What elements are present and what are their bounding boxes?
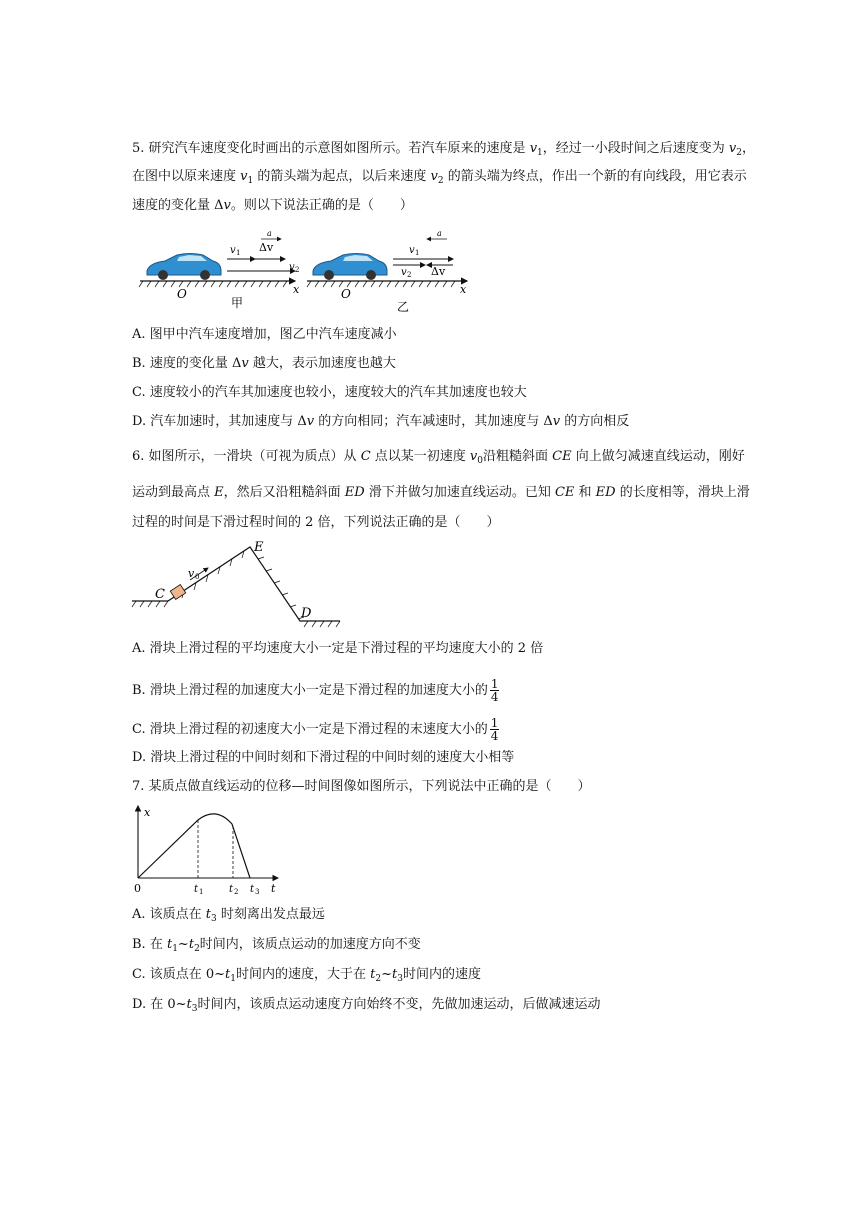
frac-num: 1 — [490, 716, 499, 730]
option-text: C. 速度较小的汽车其加速度也较小，速度较大的汽车其加速度也较大 — [132, 385, 527, 400]
label-t: t — [271, 882, 276, 895]
label-v2: v — [289, 262, 295, 273]
t-symbol: t — [188, 937, 195, 952]
q6-figure — [128, 535, 343, 633]
q6-stem-line2 — [132, 484, 750, 502]
q7-number: 7. — [132, 779, 145, 794]
sub: 1 — [199, 888, 204, 896]
label-dv: Δv — [431, 265, 446, 278]
option-text: A. 该质点在 — [132, 907, 206, 922]
sub: 2 — [407, 271, 412, 279]
label-v2: v — [401, 267, 407, 278]
label-C: C — [155, 587, 165, 602]
label-a: a — [267, 229, 272, 238]
sub: 1 — [230, 974, 237, 984]
q7-stem — [132, 778, 591, 796]
label-x: x — [460, 283, 467, 296]
t-symbol: t — [225, 967, 231, 982]
q5-number: 5. — [132, 141, 145, 156]
q6-number: 6. — [132, 449, 145, 464]
q5-stem-line3 — [132, 197, 413, 215]
q6-stem-line1 — [132, 448, 745, 470]
q6-text: 的长度相等，滑块上滑 — [615, 485, 750, 500]
q6-text: 和 — [574, 485, 596, 500]
q6-text: ，然后又沿粗糙斜面 — [223, 485, 345, 500]
label-O: O — [177, 287, 187, 301]
q6-text: 沿粗糙斜面 — [483, 449, 553, 464]
t-symbol: t — [370, 967, 376, 982]
car-icon — [313, 254, 387, 281]
label-dv: Δv — [259, 241, 274, 254]
option-text: B. 速度的变化量 Δ — [132, 356, 242, 371]
v2-symbol: v — [430, 169, 438, 184]
q6-option-a — [132, 640, 543, 658]
v-symbol: v — [306, 414, 315, 429]
q7-xt-graph — [130, 802, 290, 900]
segment-CE: CE — [552, 449, 572, 464]
option-text: A. 滑块上滑过程的平均速度大小一定是下滑过程的平均速度大小的 2 倍 — [132, 641, 544, 656]
v1-symbol: v — [240, 169, 248, 184]
sub: 2 — [736, 148, 743, 158]
q6-text: 如图所示，一滑块（可视为质点）从 — [148, 449, 361, 464]
frac-den: 4 — [490, 729, 499, 743]
v-symbol: v — [223, 198, 231, 213]
sub: 1 — [236, 249, 241, 257]
q6-stem-line3 — [132, 514, 500, 532]
frac-den: 4 — [490, 690, 499, 704]
t-symbol: t — [392, 967, 398, 982]
label-D: D — [301, 606, 312, 621]
sub: 3 — [211, 914, 217, 924]
q5-text: 速度的变化量 Δ — [132, 198, 224, 213]
label-E: E — [254, 540, 264, 555]
q5-text: 在图中以原来速度 — [132, 169, 241, 184]
v2-symbol: v — [728, 141, 737, 156]
point-C: C — [360, 449, 371, 464]
v1-symbol: v — [529, 141, 538, 156]
option-text: D. 汽车加速时，其加速度与 Δ — [132, 414, 307, 429]
t-symbol: t — [166, 937, 173, 952]
option-text: C. 滑块上滑过程的初速度大小一定是下滑过程的末速度大小的 — [132, 722, 488, 737]
option-text: 时间内的速度 — [403, 967, 482, 982]
v-symbol: v — [552, 414, 561, 429]
car-icon — [147, 254, 221, 281]
slider-block — [170, 585, 186, 600]
label-v1: v — [409, 245, 415, 256]
sub: 3 — [191, 1004, 198, 1014]
q5-figure — [135, 225, 475, 315]
q5-text: 的箭头端为起点，以后来速度 — [253, 169, 431, 184]
caption-yi: 乙 — [397, 300, 410, 314]
option-text: D. 滑块上滑过程的中间时刻和下滑过程的中间时刻的速度大小相等 — [132, 750, 515, 765]
q6-text: 滑下并做匀加速直线运动。已知 — [364, 485, 555, 500]
option-text: 越大，表示加速度也越大 — [248, 356, 396, 371]
q5-option-a — [132, 326, 397, 344]
option-text: A. 图甲中汽车速度增加，图乙中汽车速度减小 — [132, 327, 397, 342]
q6-text: 点以某一初速度 — [370, 449, 470, 464]
sub: 2 — [194, 944, 200, 954]
label-t3: t — [250, 884, 255, 895]
sub: 3 — [397, 974, 403, 984]
label-t2: t — [229, 884, 234, 895]
option-text: ~ — [177, 937, 189, 952]
segment-CE: CE — [554, 485, 575, 500]
option-text: C. 该质点在 0~ — [132, 967, 226, 982]
option-text: B. 滑块上滑过程的加速度大小一定是下滑过程的加速度大小的 — [132, 683, 488, 698]
q5-stem-line2 — [132, 168, 747, 190]
sub: 3 — [255, 888, 260, 896]
q7-option-a — [132, 906, 325, 928]
q5-text: 研究汽车速度变化时画出的示意图如图所示。若汽车原来的速度是 — [148, 141, 530, 156]
sub: 1 — [415, 249, 420, 257]
sub: 0 — [195, 573, 200, 581]
frac-num: 1 — [490, 677, 499, 691]
option-text: B. 在 — [132, 937, 167, 952]
sub: 2 — [437, 176, 444, 186]
option-text: ~ — [381, 967, 393, 982]
q6-option-c — [132, 717, 499, 742]
q6-option-d — [132, 749, 514, 767]
option-text: D. 在 0~ — [132, 997, 187, 1012]
fraction — [490, 717, 500, 742]
sub: 1 — [247, 176, 254, 186]
q7-text: 某质点做直线运动的位移—时间图像如图所示，下列说法中正确的是（ ） — [148, 779, 591, 794]
label-x: x — [293, 283, 300, 296]
label-t1: t — [194, 884, 199, 895]
label-O: O — [341, 287, 351, 301]
option-text: 时间内，该质点运动速度方向始终不变，先做加速运动，后做减速运动 — [197, 997, 601, 1012]
t-symbol: t — [205, 907, 212, 922]
label-origin: 0 — [134, 882, 141, 895]
fraction — [490, 678, 500, 703]
q5-text: ，经过一小段时间之后速度变为 — [542, 141, 729, 156]
sub: 2 — [295, 266, 300, 274]
label-x: x — [144, 806, 151, 819]
q5-option-c — [132, 384, 527, 402]
q5-text: 。则以下说法正确的是（ ） — [230, 198, 413, 213]
label-v0: v — [188, 567, 195, 580]
q6-text: 向上做匀减速直线运动，刚好 — [571, 449, 745, 464]
option-text: 的方向相反 — [560, 414, 630, 429]
ground-hatch-right — [307, 281, 455, 287]
label-a: a — [437, 229, 442, 238]
sub: 1 — [172, 944, 178, 954]
ground-hatch-left — [139, 281, 287, 287]
q5-option-d — [132, 413, 629, 431]
caption-jia: 甲 — [231, 296, 244, 310]
q5-text: 的箭头端为终点，作出一个新的有向线段，用它表示 — [443, 169, 747, 184]
option-text: 时间内的速度，大于在 — [236, 967, 371, 982]
v-symbol: v — [241, 356, 249, 371]
label-v1: v — [230, 245, 236, 256]
q7-option-b — [132, 936, 421, 958]
q6-text: 运动到最高点 — [132, 485, 215, 500]
point-E: E — [214, 485, 224, 500]
q6-text: 过程的时间是下滑过程时间的 2 倍，下列说法正确的是（ ） — [132, 515, 500, 530]
option-text: 时刻离出发点最远 — [216, 907, 325, 922]
v0-symbol: v — [469, 449, 478, 464]
option-text: 的方向相同；汽车减速时，其加速度与 Δ — [314, 414, 553, 429]
q5-stem-line1 — [132, 140, 755, 162]
q6-option-b — [132, 678, 499, 703]
sub: 2 — [234, 888, 239, 896]
q7-option-d — [132, 996, 601, 1018]
q5-option-b — [132, 355, 396, 373]
segment-ED: ED — [344, 485, 365, 500]
q7-option-c — [132, 966, 481, 988]
sub: 0 — [477, 456, 483, 466]
segment-ED: ED — [595, 485, 616, 500]
t-symbol: t — [186, 997, 192, 1012]
q5-text: ， — [742, 141, 756, 156]
option-text: 时间内，该质点运动的加速度方向不变 — [199, 937, 421, 952]
sub: 2 — [375, 974, 382, 984]
sub: 1 — [537, 148, 543, 158]
